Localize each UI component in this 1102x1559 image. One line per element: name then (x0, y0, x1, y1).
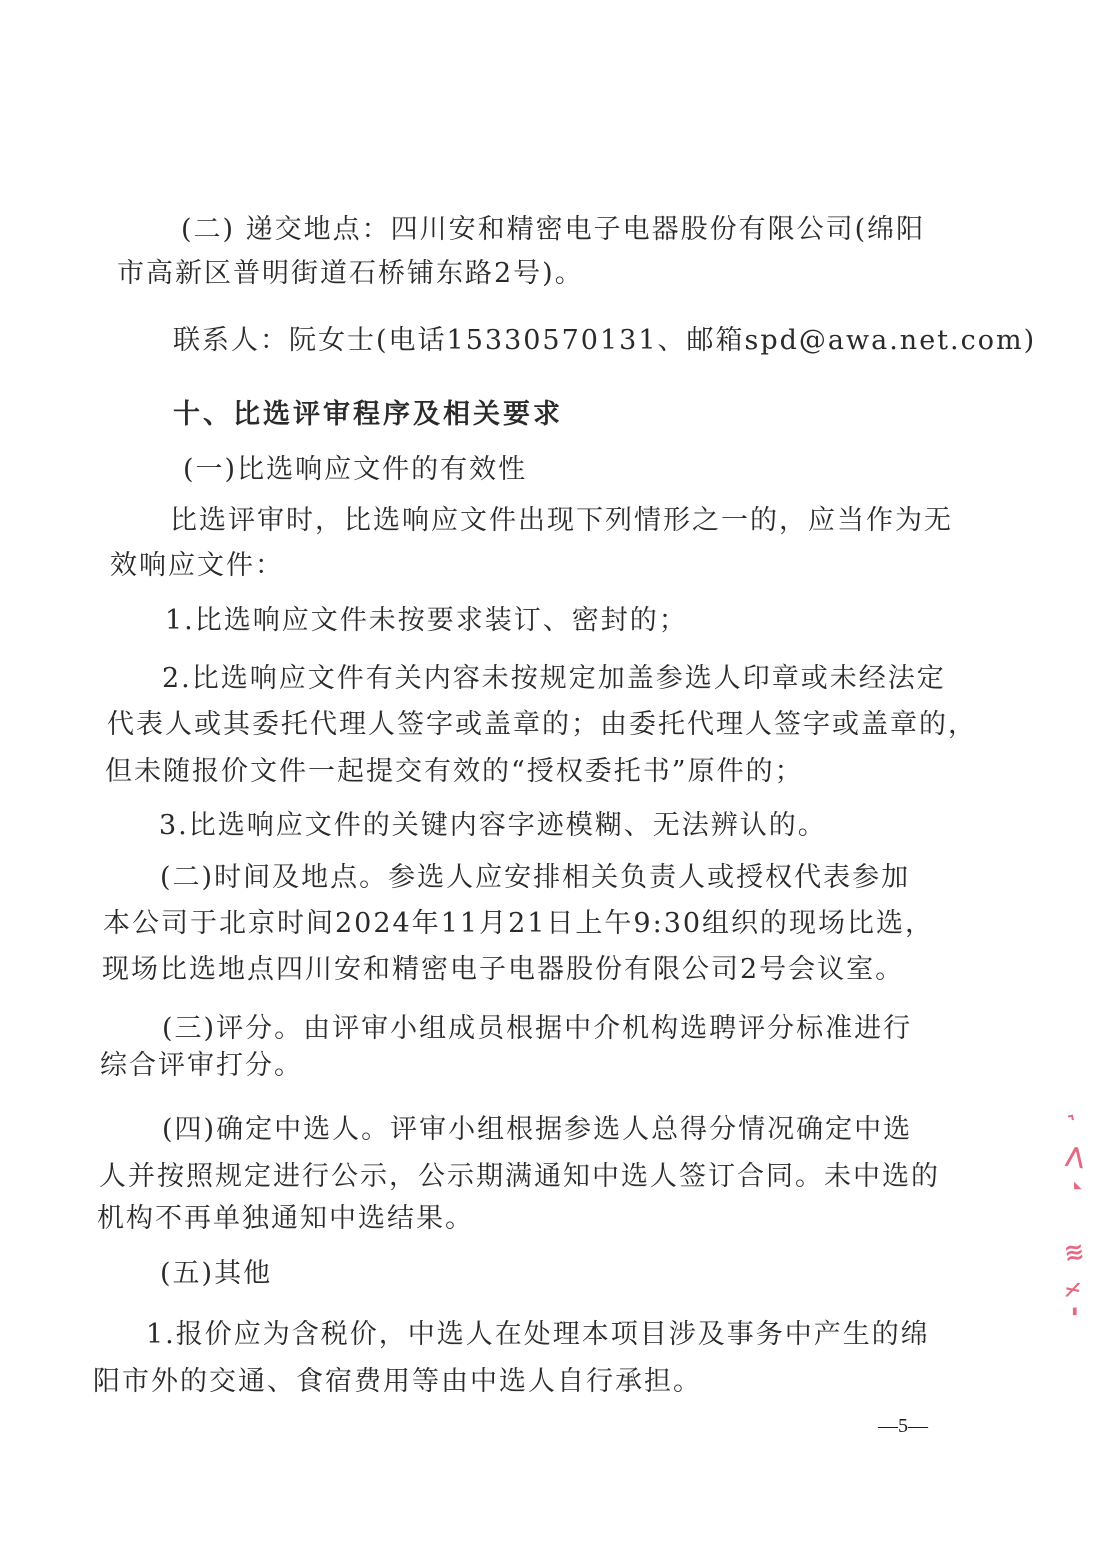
paragraph-winner-cont-1: 人并按照规定进行公示，公示期满通知中选人签订合同。未中选的 (99, 1161, 940, 1192)
paragraph-winner-cont-2: 机构不再单独通知中选结果。 (97, 1203, 474, 1234)
paragraph-time-location: (二)时间及地点。参选人应安排相关负责人或授权代表参加 (160, 862, 911, 893)
paragraph-scoring-cont: 综合评审打分。 (100, 1050, 303, 1081)
paragraph-winner: (四)确定中选人。评审小组根据参选人总得分情况确定中选 (162, 1114, 913, 1145)
page-number: —5— (878, 1415, 928, 1437)
paragraph-invalid-intro: 比选评审时，比选响应文件出现下列情形之一的，应当作为无 (170, 505, 953, 536)
paragraph-time-location-cont-2: 现场比选地点四川安和精密电子电器股份有限公司2号会议室。 (102, 954, 905, 985)
seal-fragment: ⌝ ⋀ ◣ ≋ ⌿ ▮ (1062, 1111, 1087, 1317)
paragraph-other-1: 1.报价应为含税价，中选人在处理本项目涉及事务中产生的绵 (146, 1319, 930, 1350)
paragraph-invalid-intro-cont: 效响应文件： (110, 550, 284, 581)
subheading-other: (五)其他 (160, 1258, 273, 1289)
paragraph-submission-address: 市高新区普明街道石桥铺东路2号)。 (117, 258, 584, 289)
paragraph-submission-location: (二) 递交地点：四川安和精密电子电器股份有限公司(绵阳 (181, 214, 926, 245)
section-heading-ten: 十、比选评审程序及相关要求 (173, 399, 563, 430)
list-item-2-cont-1: 代表人或其委托代理人签字或盖章的；由委托代理人签字或盖章的， (107, 709, 977, 740)
list-item-3: 3.比选响应文件的关键内容字迹模糊、无法辨认的。 (159, 810, 827, 841)
paragraph-other-1-cont: 阳市外的交通、食宿费用等由中选人自行承担。 (93, 1366, 702, 1397)
paragraph-scoring: (三)评分。由评审小组成员根据中介机构选聘评分标准进行 (162, 1013, 913, 1044)
subheading-validity: (一)比选响应文件的有效性 (183, 454, 528, 485)
list-item-2-cont-2: 但未随报价文件一起提交有效的“授权委托书”原件的； (105, 756, 804, 787)
paragraph-contact: 联系人：阮女士(电话15330570131、邮箱spd@awa.net.com) (173, 325, 1037, 356)
list-item-2: 2.比选响应文件有关内容未按规定加盖参选人印章或未经法定 (162, 663, 946, 694)
list-item-1: 1.比选响应文件未按要求装订、密封的； (165, 605, 688, 636)
paragraph-time-location-cont-1: 本公司于北京时间2024年11月21日上午9:30组织的现场比选， (103, 908, 935, 939)
